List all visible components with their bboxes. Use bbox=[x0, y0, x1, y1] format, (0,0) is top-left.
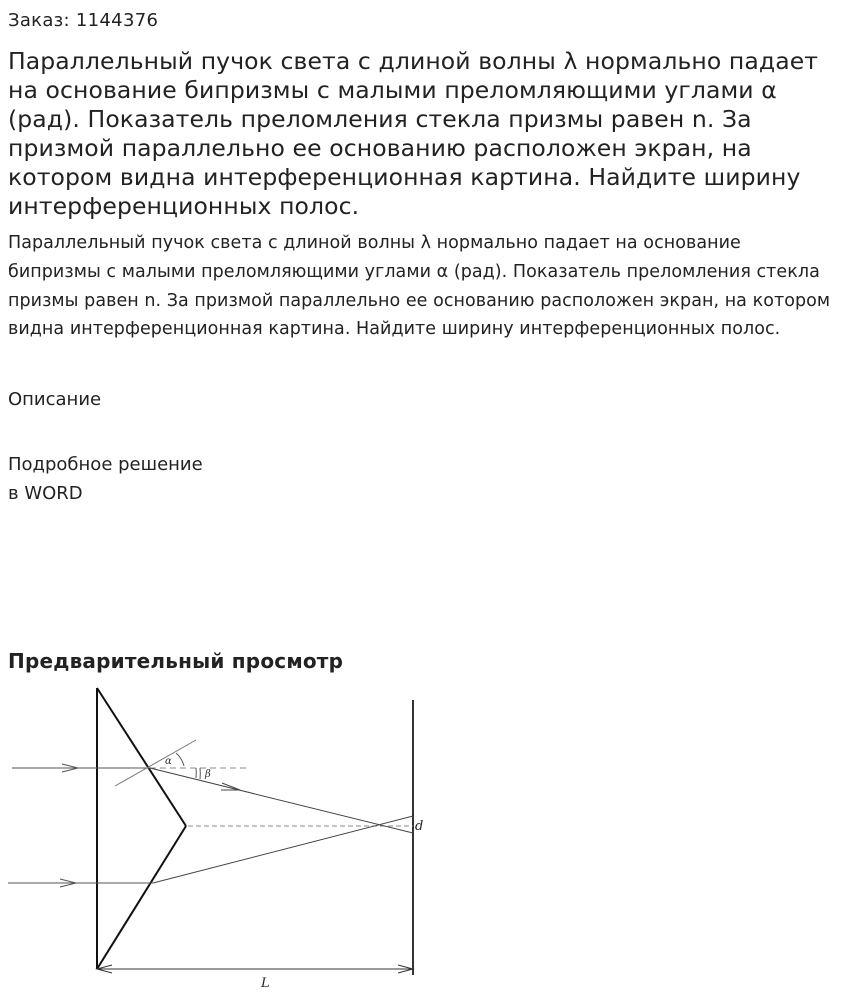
preview-heading: Предварительный просмотр bbox=[8, 648, 343, 674]
fringe-width-label: d bbox=[415, 819, 423, 834]
description-text bbox=[8, 450, 203, 508]
description-label: Описание bbox=[8, 388, 101, 412]
description-line-2: в WORD bbox=[8, 479, 203, 508]
problem-title: Параллельный пучок света с длиной волны λ нормально падает на основание бипризмы с малыми преломляющими углами α (рад). Показатель преломления стекла призмы равен n. За призмой параллельно ее основанию расположен экран, на котором видна интерференционная картина. Найдите ширину интерференционных полос. bbox=[8, 47, 843, 221]
incident-ray-bottom bbox=[8, 879, 153, 887]
biprism bbox=[97, 688, 186, 969]
biprism-diagram bbox=[0, 680, 450, 998]
order-number: Заказ: 1144376 bbox=[8, 10, 158, 32]
problem-text: Параллельный пучок света с длиной волны λ нормально падает на основание бипризмы с малыми преломляющими углами α (рад). Показатель преломления стекла призмы равен n. За призмой параллельно ее основанию расположен экран, на котором видна интерференционная картина. Найдите ширину интерференционных полос. bbox=[8, 229, 838, 344]
angle-alpha-arc bbox=[176, 753, 184, 766]
refracted-ray-top bbox=[150, 768, 413, 833]
angle-alpha-label: α bbox=[165, 756, 172, 767]
incident-ray-top bbox=[12, 764, 150, 772]
description-line-1: Подробное решение bbox=[8, 450, 203, 479]
distance-L-label: L bbox=[260, 976, 270, 991]
distance-L-dimension bbox=[97, 965, 413, 973]
angle-beta-label: β bbox=[204, 769, 211, 780]
